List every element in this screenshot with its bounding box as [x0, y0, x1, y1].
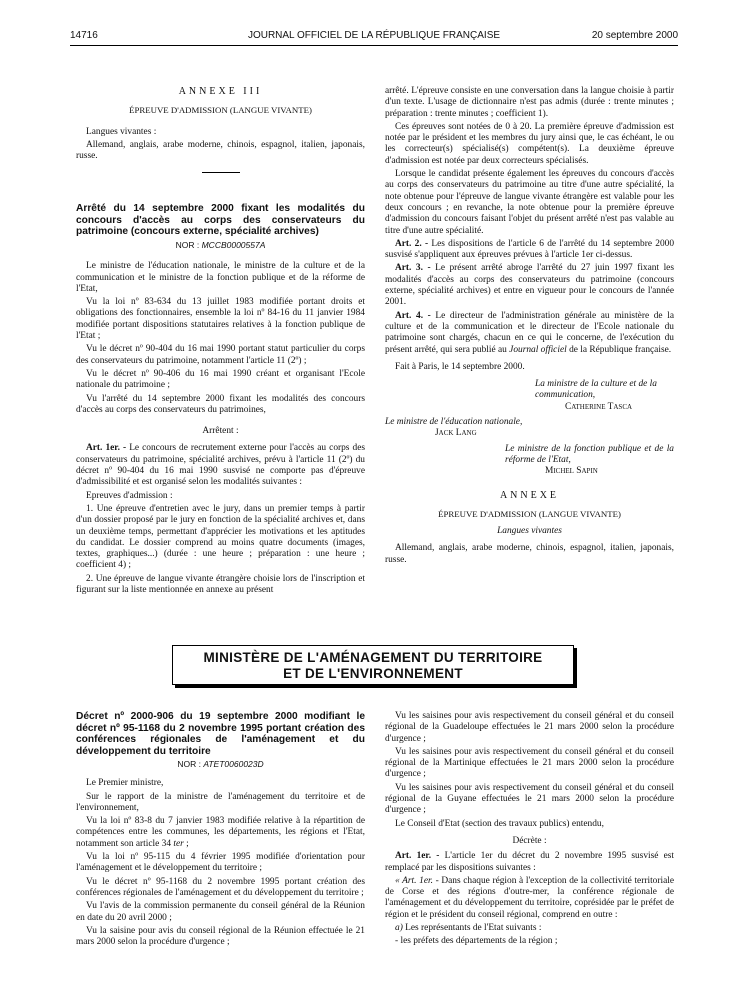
epreuve-2: 2. Une épreuve de langue vivante étrangère choisie lors de l'inscription et figurant sur la liste mentionnée en annexe au présent: [76, 573, 365, 595]
signature-culture: [385, 379, 674, 413]
article-3: [385, 263, 674, 308]
decret-para-6: Vu l'avis de la commission permanente du conseil général de la Réunion en date du 20 avril 2000 ;: [76, 901, 365, 923]
article-4: [385, 311, 674, 356]
epreuve-1: 1. Une épreuve d'entretien avec le jury, dans un premier temps à partir d'un dossier proposé par le jury en fonction de la spécialité archives et, dans un deuxième temps, permettant d'apprécier les motivations et les aptitudes du candidat. Le dossier comprend au moins quatre documents (images, textes, graphiques...) (durée : une heure ; préparation : une heure ; coefficient 4) ;: [76, 503, 365, 571]
signature-fonction-publique-role: Le ministre de la fonction publique et de la réforme de l'Etat,: [505, 443, 674, 465]
right-top-column: [385, 86, 674, 568]
article-1-text: Le concours de recrutement externe pour l'accès au corps des conservateurs du patrimoine, spécialité archives, prévu à l'article 11 (2º) du décret nº 90-404 du 16 mai 1990 susvisé ne comporte pas d'épreuve d'admissibilité et est organisé selon les modalités suivantes :: [76, 443, 366, 488]
article-4-label: Art. 4. -: [395, 310, 431, 321]
langues-vivantes-list: Allemand, anglais, arabe moderne, chinois, espagnol, italien, japonais, russe.: [385, 543, 674, 565]
decret-para-3-text: Vu la loi nº 83-8 du 7 janvier 1983 modifiée relative à la répartition de compétences entre les communes, les départements, les régions et l'Etat, notamment son article 34: [76, 816, 365, 849]
annexe-iii-title: ANNEXE III: [178, 86, 263, 97]
decret-article-1-text: L'article 1er du décret du 2 novembre 1995 susvisé est remplacé par les dispositions suivantes :: [385, 851, 675, 873]
signature-culture-role: La ministre de la culture et de la communication,: [535, 379, 657, 401]
annexe-subtitle: ÉPREUVE D'ADMISSION (LANGUE VIVANTE): [438, 508, 621, 519]
preamble-5: Vu l'arrêté du 14 septembre 2000 fixant les modalités des concours d'accès au corps des conservateurs du patrimoines,: [76, 393, 365, 415]
ministry-line-1: MINISTÈRE DE L'AMÉNAGEMENT DU TERRITOIRE: [203, 650, 543, 665]
right-para-3: Lorsque le candidat présente également les épreuves du concours d'accès au corps des conservateurs du patrimoine au titre d'une autre spécialité, la note obtenue pour l'épreuve de langue vivante étrangère est valable pour les deux concours ; en revanche, la note obtenue pour la première épreuve d'admission du concours faisant l'objet du présent arrêté n'est pas valable au titre d'une autre spécialité.: [385, 169, 674, 236]
preamble-4: Vu le décret nº 90-406 du 16 mai 1990 créant et organisant l'Ecole nationale du patrimoine ;: [76, 368, 365, 391]
article-1: [76, 443, 365, 488]
article-4-end: de la République française.: [569, 344, 672, 355]
ministry-header: [172, 645, 574, 685]
decret-nor-line: [76, 759, 365, 770]
article-3-label: Art. 3. -: [395, 263, 431, 274]
preamble-2: Vu la loi nº 83-634 du 13 juillet 1983 modifiée portant droits et obligations des fonctionnaires, ensemble la loi nº 84-16 du 11 janvier 1984 modifiée portant dispositions statutaires relatives à la fonction publique de l'Etat ;: [76, 297, 365, 342]
right-para-1: arrêté. L'épreuve consiste en une conversation dans la langue choisie à partir d'un texte. L'usage de dictionnaire n'est pas admis (durée : trente minutes ; préparation : trente minutes ; coefficient 1).: [385, 86, 674, 119]
journal-title: JOURNAL OFFICIEL DE LA RÉPUBLIQUE FRANÇAISE: [247, 30, 501, 41]
issue-date: 20 septembre 2000: [591, 30, 678, 41]
item-dash: - les préfets des départements de la région ;: [395, 936, 558, 947]
arretent-label: Arrêtent :: [202, 426, 239, 437]
decrete-label: Décrète :: [512, 835, 547, 846]
arrete-title: Arrêté du 14 septembre 2000 fixant les modalités du concours d'accès au corps des conservateurs du patrimoine (concours externe, spécialité archives): [76, 203, 365, 238]
quoted-article-label: « Art. 1er. -: [395, 875, 439, 886]
nor-label: NOR :: [175, 239, 200, 250]
item-a-label: a): [395, 923, 403, 934]
article-2: [385, 239, 674, 262]
epreuves-label: Epreuves d'admission :: [86, 490, 173, 501]
conseil-etat: Le Conseil d'Etat (section des travaux publics) entendu,: [395, 818, 604, 829]
quoted-article-text: Dans chaque région à l'exception de la collectivité territoriale de Corse et des régions d'outre-mer, la conférence régionale de l'aménagement et du développement du territoire, coprésidée par le préfet de région et le président du conseil régional, comprend en outre :: [385, 875, 675, 920]
saisine-martinique: Vu les saisines pour avis respectivement du conseil général et du conseil régional de la Martinique effectuées le 21 mars 2000 selon la procédure d'urgence ;: [385, 746, 674, 780]
signature-education-role: Le ministre de l'éducation nationale,: [385, 417, 523, 428]
decret-para-3-ter: ter: [173, 838, 184, 849]
right-bottom-column: [385, 711, 674, 950]
article-2-text: Les dispositions de l'article 6 de l'arrêté du 14 septembre 2000 susvisé s'appliquent aux épreuves prévues à l'article 1er ci-dessus.: [385, 238, 675, 261]
langues-list: Allemand, anglais, arabe moderne, chinois, espagnol, italien, japonais, russe.: [76, 139, 365, 162]
decret-nor-label: NOR :: [177, 759, 201, 769]
decret-title: Décret nº 2000-906 du 19 septembre 2000 modifiant le décret nº 95-1168 du 2 novembre 1995 portant création des conférences régionales de l'aménagement et du développement du territoire: [76, 711, 365, 757]
page-number: 14716: [70, 30, 98, 41]
item-a-text: Les représentants de l'Etat suivants :: [405, 923, 542, 934]
signature-education-name: Jack Lang: [435, 428, 477, 439]
langues-vivantes-label: Langues vivantes: [497, 526, 562, 537]
decret-para-3-end: ;: [186, 838, 189, 849]
saisine-guadeloupe: Vu les saisines pour avis respectivement du conseil général et du conseil régional de la Guadeloupe effectuées le 21 mars 2000 selon la procédure d'urgence ;: [385, 711, 674, 744]
header-rule: [70, 45, 678, 46]
preamble-1: Le ministre de l'éducation nationale, le ministre de la culture et de la communication et le ministre de la fonction publique et de la réforme de l'Etat,: [76, 261, 365, 294]
left-top-column: [76, 86, 365, 598]
annexe-iii-subtitle: ÉPREUVE D'ADMISSION (LANGUE VIVANTE): [129, 105, 312, 116]
signature-culture-name: Catherine Tasca: [565, 401, 633, 412]
decret-para-1: Le Premier ministre,: [86, 778, 164, 789]
left-bottom-column: [76, 711, 365, 950]
nor-code: MCCB0000557A: [201, 239, 266, 250]
decret-para-7: Vu la saisine pour avis du conseil régional de la Réunion effectuée le 21 mars 2000 selon la procédure d'urgence ;: [76, 925, 365, 948]
decret-para-4: Vu la loi nº 95-115 du 4 février 1995 modifiée d'orientation pour l'aménagement et le développement du territoire ;: [76, 852, 365, 874]
signature-fonction-publique-name: Michel Sapin: [545, 466, 598, 477]
nor-line: [76, 240, 365, 251]
decret-nor-code: ATET0060023D: [203, 759, 264, 769]
decret-article-1-label: Art. 1er. -: [395, 851, 440, 862]
article-2-label: Art. 2. -: [395, 238, 429, 249]
annexe-title: ANNEXE: [499, 489, 560, 501]
signature-fonction-publique: [385, 444, 674, 478]
article-1-label: Art. 1er. -: [86, 443, 127, 454]
quoted-article: [385, 876, 674, 921]
article-3-text: Le présent arrêté abroge l'arrêté du 27 juin 1997 fixant les modalités d'accès au corps des conservateurs du patrimoine (concours externe, spécialité archives) et entre en vigueur pour le concours de l'année 2001.: [385, 263, 674, 308]
fait-a-paris: Fait à Paris, le 14 septembre 2000.: [395, 361, 525, 372]
saisine-guyane: Vu les saisines pour avis respectivement du conseil général et du conseil régional de la Guyane effectuées le 21 mars 2000 selon la procédure d'urgence ;: [385, 782, 674, 816]
ministry-line-2: ET DE L'ENVIRONNEMENT: [283, 666, 463, 681]
item-a: [385, 923, 674, 934]
decret-article-1: [385, 851, 674, 874]
right-para-2: Ces épreuves sont notées de 0 à 20. La première épreuve d'admission est notée par le président et les membres du jury ainsi que, le cas échéant, le ou les correcteur(s) spécialisé(s) compétent(s). La deuxième épreuve d'admission est notée par deux correcteurs spécialisés.: [385, 121, 674, 166]
preamble-3: Vu le décret nº 90-404 du 16 mai 1990 portant statut particulier du corps des conservateurs du patrimoine, notamment l'article 11 (2º) ;: [76, 344, 365, 366]
decret-para-3: [76, 816, 365, 850]
separator: [202, 172, 240, 173]
journal-officiel-ref: Journal officiel: [509, 344, 567, 355]
decret-para-5: Vu le décret nº 95-1168 du 2 novembre 1995 portant création des conférences régionales de l'aménagement et du développement du territoire ;: [76, 876, 365, 898]
article-4-text: Le directeur de l'administration générale au ministère de la culture et de la communication et le directeur de l'Ecole nationale du patrimoine sont chargés, chacun en ce qui le concerne, de l'exécution du présent arrêté, qui sera publié au: [385, 310, 674, 355]
decret-para-2: Sur le rapport de la ministre de l'aménagement du territoire et de l'environnement,: [76, 791, 365, 813]
langues-label: Langues vivantes :: [86, 126, 157, 137]
